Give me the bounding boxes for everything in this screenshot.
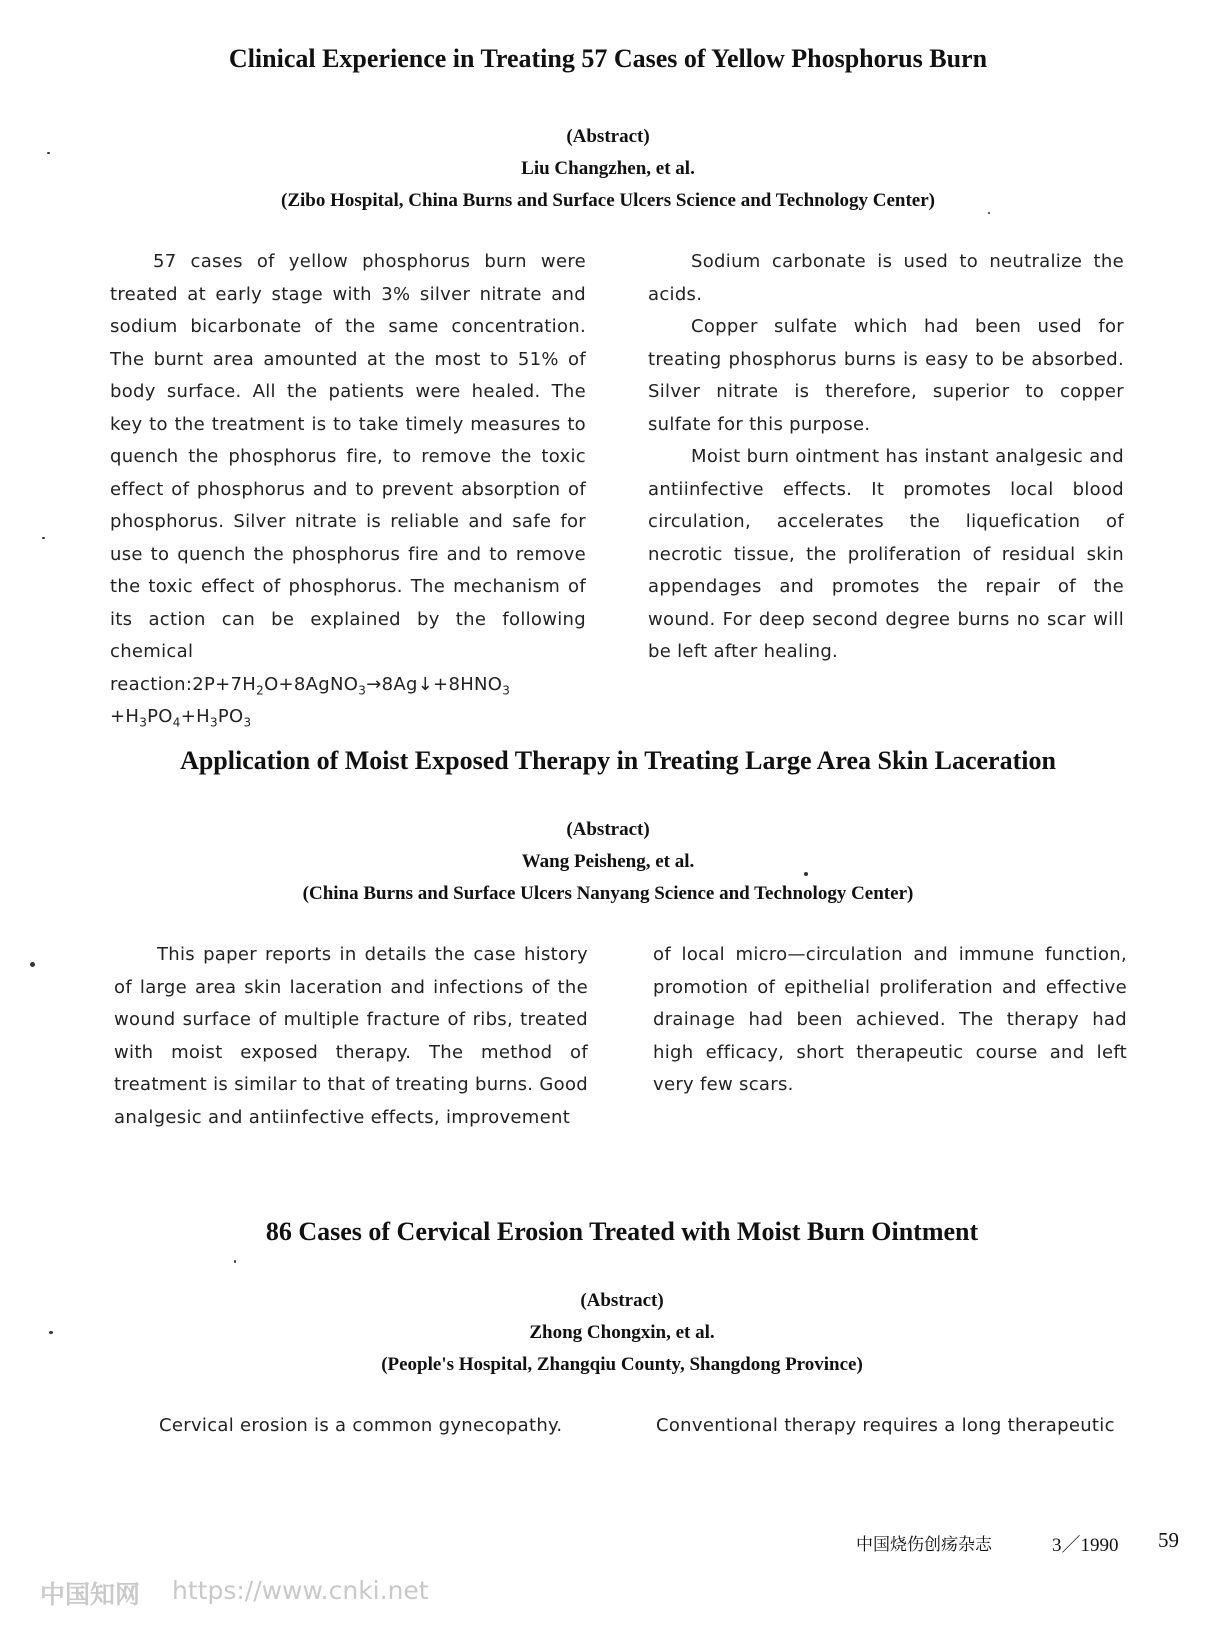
scan-speck [804,872,808,876]
article-1-body-left [110,246,586,734]
article-1-left-text: 57 cases of yellow phosphorus burn were treated at early stage with 3% silver nitrate and sodium bicarbonate of the same concentration. The burnt area amounted at the most to 51% of body surface. All the patients were healed. The key to the treatment is to take timely measures to quench the phosphorus fire, to remove the toxic effect of phosphorus and to prevent absorption of phosphorus. Silver nitrate is reliable and safe for use to quench the phosphorus fire and to remove the toxic effect of phosphorus. The mechanism of its action can be explained by the following chemical reaction: [110,251,586,695]
article-3-left-column [116,1410,592,1443]
article-3-author: Zhong Chongxin, et al. [529,1322,715,1343]
article-2-affiliation: (China Burns and Surface Ulcers Nanyang Science and Technology Center) [302,883,914,904]
article-1-right-column [648,246,1124,669]
article-2-abstract-label: (Abstract) [566,819,650,840]
cnki-watermark-url: https://www.cnki.net [172,1576,429,1605]
article-1-right-p3: Moist burn ointment has instant analgesic and antiinfective effects. It promotes local blood circulation, accelerates the liquefication of necrotic tissue, the proliferation of residual skin appendages and promotes the repair of the wound. For deep second degree burns no scar will be left after healing. [648,446,1124,662]
article-1-right-p2: Copper sulfate which had been used for treating phosphorus burns is easy to be absorbed. Silver nitrate is therefore, superior to copper sulfate for this purpose. [648,316,1124,435]
issue-number: 3／1990 [1052,1535,1119,1556]
article-3-abstract-label: (Abstract) [580,1290,664,1311]
chemical-equation: $2P+7H_2O+8AgNO_3\to 8Ag↓+8HNO_3 +H_3PO_4+H_3PO_3$ [110,673,511,730]
article-2-body-left: This paper reports in details the case history of large area skin laceration and infections of the wound surface of multiple fracture of ribs, treated with moist exposed therapy. The method of treatment is similar to that of treating burns. Good analgesic and antiinfective effects, improvement [114,944,588,1128]
cnki-watermark-logo: 中国知网 [40,1580,141,1609]
scan-speck [47,152,50,154]
article-1-affiliation: (Zibo Hospital, China Burns and Surface Ulcers Science and Technology Center) [281,190,935,211]
article-3-title: 86 Cases of Cervical Erosion Treated with Moist Burn Ointment [265,1217,979,1246]
scan-speck [988,212,990,214]
article-1-left-column [110,246,586,734]
article-3-affiliation: (People's Hospital, Zhangqiu County, Shangdong Province) [381,1354,863,1375]
article-2-right-column [653,939,1127,1102]
scan-speck [30,962,35,967]
scan-speck [42,537,45,539]
page-number: 59 [1158,1528,1179,1552]
article-3-body-right: Conventional therapy requires a long therapeutic [656,1415,1115,1436]
article-1-meta [0,121,1216,217]
article-2-body-right: of local micro—circulation and immune function, promotion of epithelial proliferation and effective drainage had been achieved. The therapy had high efficacy, short therapeutic course and left very few scars. [653,944,1127,1095]
article-3-meta [14,1285,1216,1381]
journal-name: 中国烧伤创疡杂志 [856,1535,992,1555]
article-1-abstract-label: (Abstract) [566,126,650,147]
article-3-right-column [656,1410,1130,1443]
article-2-title: Application of Moist Exposed Therapy in Treating Large Area Skin Laceration [180,746,1056,775]
article-3-body-left: Cervical erosion is a common gynecopathy. [159,1415,563,1436]
article-2-left-column [114,939,588,1134]
article-1-title: Clinical Experience in Treating 57 Cases of Yellow Phosphorus Burn [228,44,988,73]
article-1-right-p1: Sodium carbonate is used to neutralize the acids. [648,251,1124,305]
scan-speck [49,1331,53,1334]
article-2-meta [0,814,1216,910]
article-1-author: Liu Changzhen, et al. [521,158,695,179]
article-2-author: Wang Peisheng, et al. [521,851,695,872]
scan-speck [234,1260,236,1263]
